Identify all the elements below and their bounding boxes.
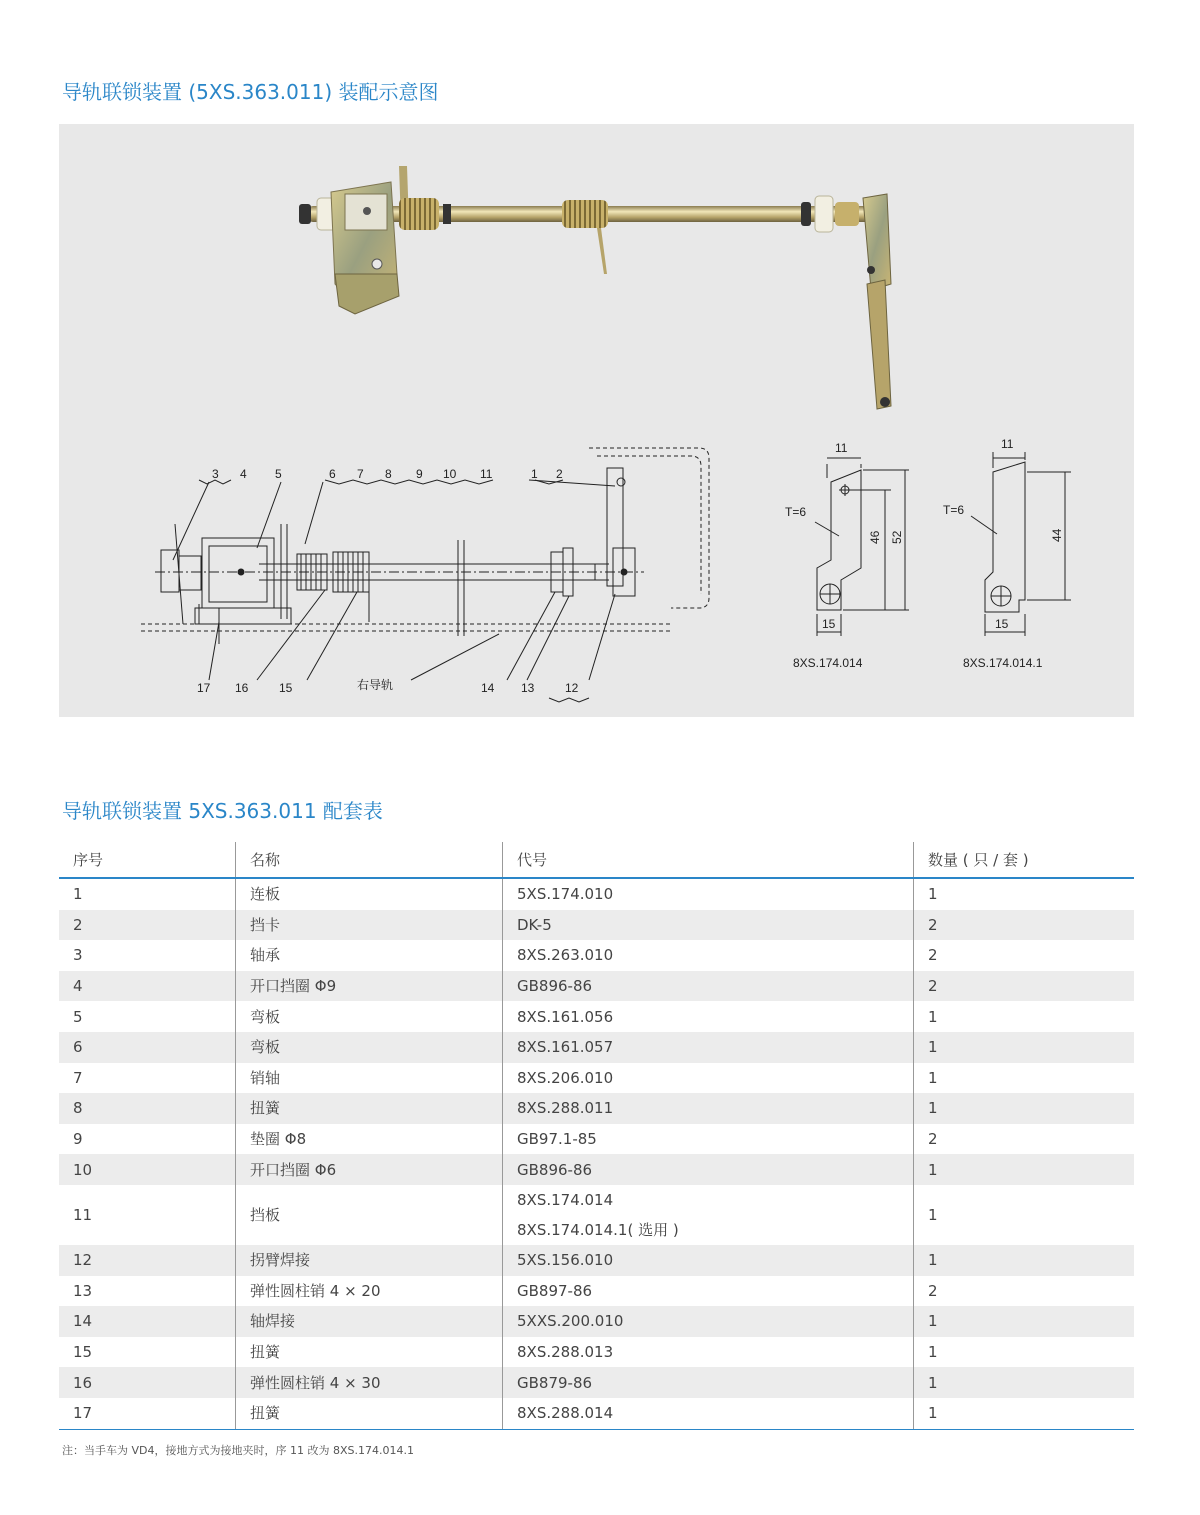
callout-15: 15	[279, 681, 293, 695]
callout-12: 12	[565, 681, 579, 695]
cell-name: 扭簧	[236, 1337, 503, 1368]
cell-name: 弯板	[236, 1032, 503, 1063]
cell-no: 3	[73, 946, 83, 965]
cell-no: 5	[73, 1007, 83, 1026]
cell-name: 轴焊接	[236, 1306, 503, 1337]
cell-name: 弹性圆柱销 4 × 20	[236, 1276, 503, 1307]
cell-name: 扭簧	[236, 1093, 503, 1124]
table-row	[59, 1063, 1134, 1094]
assembly-sketch	[141, 448, 709, 702]
cell-code	[503, 1063, 914, 1094]
cell-qty: 2	[914, 1276, 1135, 1307]
table-row	[59, 1032, 1134, 1063]
code-line: 8XS.161.057	[517, 1038, 614, 1057]
cell-code	[503, 1276, 914, 1307]
cell-no: 6	[59, 1032, 236, 1063]
cell-code	[503, 910, 914, 941]
table-row	[59, 1276, 1134, 1307]
callout-16: 16	[235, 681, 249, 695]
callout-17: 17	[197, 681, 211, 695]
table-row	[59, 1398, 1134, 1429]
cell-qty: 1	[914, 1367, 1135, 1398]
plate-a-dim-52: 52	[890, 530, 904, 544]
header-no: 序号	[59, 842, 236, 878]
cell-qty: 1	[914, 878, 1135, 910]
cell-code	[503, 1124, 914, 1155]
plate-a-thickness: T=6	[785, 505, 807, 519]
callout-13: 13	[521, 681, 535, 695]
table-row	[59, 1306, 1134, 1337]
header-name: 名称	[236, 842, 503, 878]
table-header-row	[59, 842, 1134, 878]
cell-qty: 1	[914, 1063, 1135, 1094]
cell-code	[503, 940, 914, 971]
cell-no: 9	[73, 1130, 83, 1149]
cell-name: 垫圈 Φ8	[236, 1124, 503, 1155]
table-row	[59, 940, 1134, 971]
cell-no: 12	[59, 1245, 236, 1276]
table-row	[59, 1185, 1134, 1245]
cell-name: 扭簧	[236, 1398, 503, 1429]
cell-qty: 2	[914, 910, 1135, 941]
plate-b-dim-44: 44	[1050, 528, 1064, 542]
cell-no: 14	[59, 1306, 236, 1337]
cell-code	[503, 1367, 914, 1398]
cell-code	[503, 971, 914, 1002]
cell-qty: 2	[914, 1124, 1135, 1155]
cell-no: 16	[59, 1367, 236, 1398]
table-row	[59, 971, 1134, 1002]
cell-code	[503, 1306, 914, 1337]
callout-2: 2	[556, 467, 563, 481]
cell-qty: 1	[914, 1093, 1135, 1124]
cell-no: 17	[59, 1398, 236, 1429]
table-row	[59, 878, 1134, 910]
rail-label: 右导轨	[357, 678, 394, 692]
plate-b-drawing	[943, 437, 1071, 670]
code-line: DK-5	[517, 915, 552, 934]
callout-3: 3	[212, 467, 219, 481]
table-row	[59, 1154, 1134, 1185]
cell-no: 7	[73, 1068, 83, 1087]
callout-7: 7	[357, 467, 364, 481]
parts-table	[59, 842, 1134, 1430]
cell-name: 销轴	[236, 1063, 503, 1094]
header-code: 代号	[503, 842, 914, 878]
cell-code	[503, 1032, 914, 1063]
plate-b-code: 8XS.174.014.1	[963, 656, 1043, 670]
cell-name: 弯板	[236, 1001, 503, 1032]
callout-labels-top	[212, 467, 563, 481]
callout-8: 8	[385, 467, 392, 481]
code-line: GB897-86	[517, 1281, 593, 1300]
table-row	[59, 1124, 1134, 1155]
plate-b-thickness: T=6	[943, 503, 965, 517]
cell-qty: 1	[914, 1154, 1135, 1185]
cell-qty: 1	[914, 1306, 1135, 1337]
cell-qty: 1	[914, 1245, 1135, 1276]
code-line: 5XS.174.010	[517, 885, 614, 904]
header-qty: 数量 ( 只 / 套 )	[914, 842, 1135, 878]
callout-labels-bottom	[197, 677, 579, 695]
cell-qty: 1	[914, 1032, 1135, 1063]
code-line: 8XS.263.010	[517, 946, 614, 965]
cell-code	[503, 1185, 914, 1245]
table-row	[59, 1337, 1134, 1368]
cell-code	[503, 1398, 914, 1429]
cell-name: 拐臂焊接	[236, 1245, 503, 1276]
cell-code	[503, 1001, 914, 1032]
plate-a-dim-width: 11	[835, 441, 848, 455]
callout-5: 5	[275, 467, 282, 481]
plate-a-drawing	[785, 441, 909, 670]
code-line: 5XS.156.010	[517, 1251, 614, 1270]
cell-code	[503, 1093, 914, 1124]
assembly-title: 导轨联锁装置 (5XS.363.011) 装配示意图	[62, 80, 439, 104]
parts-table-title: 导轨联锁装置 5XS.363.011 配套表	[62, 799, 383, 823]
parts-table-body	[59, 878, 1134, 1429]
code-line: 8XS.288.011	[517, 1099, 614, 1118]
callout-14: 14	[481, 681, 495, 695]
table-row	[59, 1093, 1134, 1124]
cell-code	[503, 1245, 914, 1276]
plate-b-dim-width: 11	[1001, 437, 1014, 451]
code-line: 8XS.288.013	[517, 1343, 614, 1362]
cell-code	[503, 1337, 914, 1368]
assembly-figure	[59, 124, 1134, 717]
cell-qty: 1	[914, 1185, 1135, 1245]
cell-no: 11	[73, 1205, 93, 1224]
callout-4: 4	[240, 467, 247, 481]
callout-11: 11	[480, 467, 493, 481]
callout-9: 9	[416, 467, 423, 481]
cell-code	[503, 878, 914, 910]
callout-1: 1	[531, 467, 538, 481]
cell-name: 挡卡	[236, 910, 503, 941]
cell-code	[503, 1154, 914, 1185]
cell-qty: 2	[914, 940, 1135, 971]
cell-no: 1	[73, 885, 83, 904]
cell-qty: 1	[914, 1001, 1135, 1032]
code-line: 8XS.206.010	[517, 1068, 614, 1087]
cell-qty: 1	[914, 1337, 1135, 1368]
code-line: GB879-86	[517, 1373, 593, 1392]
callout-10: 10	[443, 467, 457, 481]
assembly-photo	[299, 166, 891, 409]
plate-a-code: 8XS.174.014	[793, 656, 863, 670]
cell-qty: 2	[914, 971, 1135, 1002]
cell-no: 15	[73, 1343, 93, 1362]
code-line: 8XS.174.014	[517, 1190, 614, 1209]
callout-6: 6	[329, 467, 336, 481]
footnote: 注：当手车为 VD4，接地方式为接地夹时，序 11 改为 8XS.174.014.1	[62, 1444, 414, 1457]
cell-no: 8	[59, 1093, 236, 1124]
code-line: 8XS.161.056	[517, 1007, 614, 1026]
table-row	[59, 1001, 1134, 1032]
cell-no: 13	[73, 1281, 93, 1300]
cell-no: 4	[59, 971, 236, 1002]
cell-name: 挡板	[236, 1185, 503, 1245]
cell-name: 开口挡圈 Φ9	[236, 971, 503, 1002]
code-line: 8XS.174.014.1( 选用 )	[517, 1220, 679, 1239]
plate-b-dim-15: 15	[995, 617, 1009, 631]
assembly-drawing	[59, 124, 1134, 717]
table-row	[59, 910, 1134, 941]
code-line: GB896-86	[517, 977, 593, 996]
cell-name: 连板	[236, 878, 503, 910]
code-line: 5XXS.200.010	[517, 1312, 624, 1331]
code-line: GB97.1-85	[517, 1130, 597, 1149]
plate-a-dim-15: 15	[822, 617, 836, 631]
cell-name: 弹性圆柱销 4 × 30	[236, 1367, 503, 1398]
cell-no: 10	[59, 1154, 236, 1185]
cell-no: 2	[59, 910, 236, 941]
code-line: 8XS.288.014	[517, 1404, 614, 1423]
table-row	[59, 1245, 1134, 1276]
cell-name: 轴承	[236, 940, 503, 971]
code-line: GB896-86	[517, 1160, 593, 1179]
cell-qty: 1	[914, 1398, 1135, 1429]
table-row	[59, 1367, 1134, 1398]
cell-name: 开口挡圈 Φ6	[236, 1154, 503, 1185]
plate-a-dim-46: 46	[868, 530, 882, 544]
